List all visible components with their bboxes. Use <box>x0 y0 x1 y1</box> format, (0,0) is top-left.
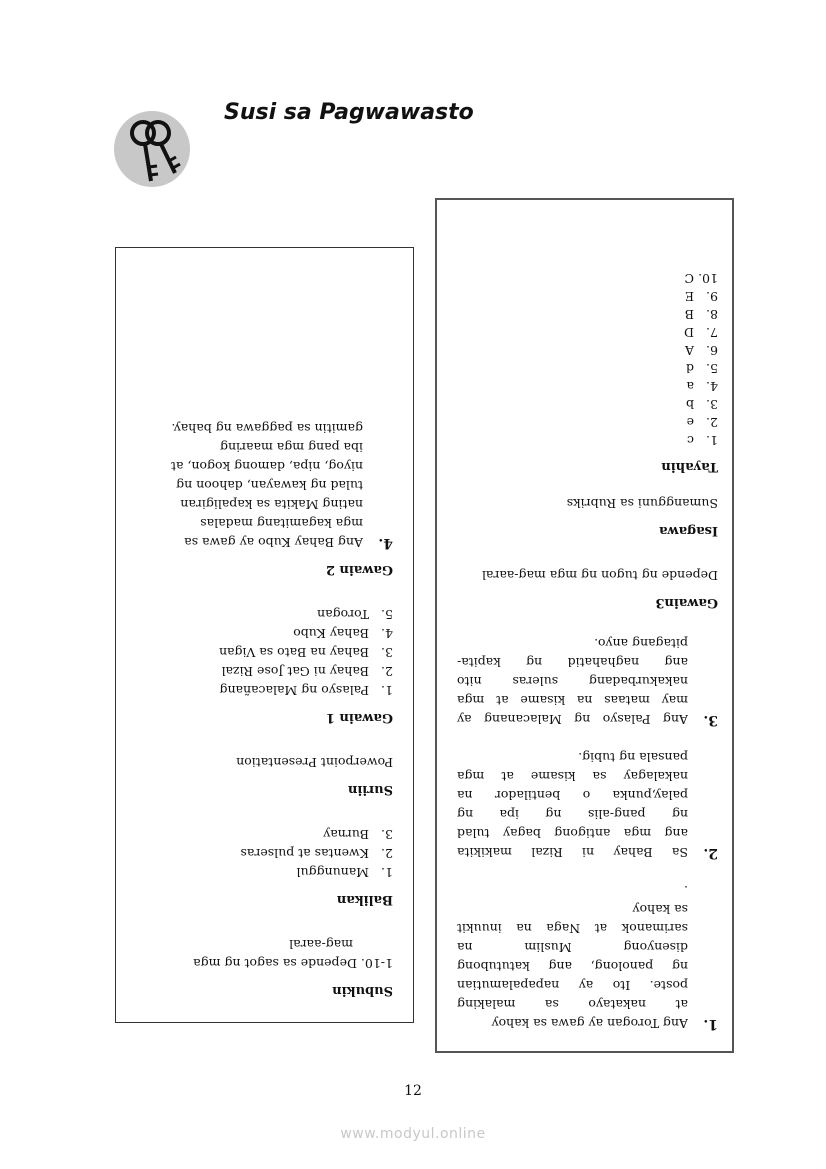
numbered-answer <box>457 748 718 862</box>
answer-paragraph <box>171 419 363 552</box>
section-gawain1 <box>126 605 393 727</box>
line: ang mga antigong bagay tulad <box>457 826 688 841</box>
line: niyog, nipa, damong kogon, at <box>171 459 363 474</box>
line: palay,punka o bentilador na <box>457 788 688 803</box>
heading-tayahin: Tayahin <box>661 459 718 474</box>
item-number: 1. <box>703 1016 718 1032</box>
section-isagawa <box>457 494 718 540</box>
heading-subukin: Subukin <box>332 983 393 998</box>
item-number: 3. <box>703 712 718 728</box>
line: poste. Ito ay napapalamutian <box>457 978 688 993</box>
section-gawain2 <box>126 419 393 579</box>
item-number: 2. <box>703 845 718 861</box>
line: tulad ng kawayan, dahoon ng <box>176 478 363 493</box>
item-text: D <box>683 325 694 340</box>
page-number: 12 <box>404 1083 422 1099</box>
numbered-answers <box>457 634 718 1033</box>
item-text: d <box>685 361 694 376</box>
item-number: 3. <box>706 397 718 412</box>
item-text: b <box>685 397 694 412</box>
list-item <box>457 341 718 359</box>
list-item <box>126 605 393 624</box>
heading-gawain3: Gawain3 <box>655 595 718 610</box>
watermark: www.modyul.online <box>340 1126 486 1142</box>
item-text: A <box>684 343 694 358</box>
list-item <box>457 395 718 413</box>
list-item <box>126 624 393 643</box>
page-title: Susi sa Pagwawasto <box>224 100 474 125</box>
item-number: 8. <box>706 307 718 322</box>
line: Ang Bahay Kubo ay gawa sa <box>184 535 363 550</box>
item-number: 5. <box>381 607 393 622</box>
list-item <box>457 269 718 287</box>
section-tayahin <box>457 269 718 476</box>
item-number: 1. <box>381 865 393 880</box>
item-text: Bahay na Bato sa Vigan <box>219 645 369 660</box>
heading-suriin: Suriin <box>347 782 393 797</box>
line: . <box>684 883 688 898</box>
answer-paragraph <box>457 634 688 729</box>
line: disenyong Muslim na <box>457 940 688 955</box>
item-number: 1. <box>706 433 718 448</box>
item-number: 1. <box>381 683 393 698</box>
line: Sa Bahay ni Rizal makikita <box>457 845 688 860</box>
item-text: Bahay Kubo <box>293 626 369 641</box>
item-text: a <box>686 379 694 394</box>
item-text: B <box>684 307 694 322</box>
line: iba pang mga maaring <box>220 440 363 455</box>
heading-balikan: Balikan <box>336 892 393 907</box>
list-item <box>126 825 393 844</box>
line: mga kagamitang madalas <box>200 516 363 531</box>
numbered-answer <box>457 881 718 1033</box>
line: nakalagay sa kisame at mga <box>457 769 688 784</box>
item-text: Manunggul <box>296 865 369 880</box>
item-number: 3. <box>381 827 393 842</box>
numbered-answer <box>457 634 718 729</box>
line: gamitin sa paggawa ng bahay. <box>171 421 363 436</box>
line: sarimanok at Naga na inuukit <box>457 921 688 936</box>
item-number: 4. <box>381 626 393 641</box>
answer-paragraph <box>457 748 688 862</box>
list-item <box>126 643 393 662</box>
answer-text: 1-10. Depende sa sagot ng mga <box>193 956 393 971</box>
list-item <box>126 863 393 882</box>
line: at nakatayo sa malaking <box>457 997 688 1012</box>
item-number: 7. <box>706 325 718 340</box>
keys-icon <box>113 103 191 195</box>
section-suriin <box>126 753 393 799</box>
item-text: c <box>686 433 694 448</box>
item-number: 2. <box>706 415 718 430</box>
section-subukin <box>126 935 393 1000</box>
line: may mataas na kisame at mga <box>457 693 688 708</box>
item-text: Torogan <box>317 607 369 622</box>
line: ng panolong, ang katutubong <box>457 959 688 974</box>
item-text: e <box>686 415 694 430</box>
item-number: 5. <box>706 361 718 376</box>
line: Ang Palasyo ng Malacanang ay <box>457 712 688 727</box>
list-item <box>457 359 718 377</box>
answer-box-left <box>115 247 414 1023</box>
answer-text: Depende ng tugon ng mga mag-aaral <box>481 568 718 583</box>
item-text: Palasyo ng Malacañang <box>219 683 369 698</box>
list-item <box>457 305 718 323</box>
item-number: 9. <box>706 289 718 304</box>
list-item <box>126 662 393 681</box>
list-item <box>457 323 718 341</box>
item-text: Kwentas at pulseras <box>240 846 369 861</box>
list-item <box>457 287 718 305</box>
line: pansala ng tubig. <box>578 750 688 765</box>
tayahin-list <box>457 269 718 449</box>
item-number: 4. <box>706 379 718 394</box>
list-item <box>457 377 718 395</box>
list-item <box>126 681 393 700</box>
answer-text: Sumangguni sa Rubriks <box>566 496 718 511</box>
list-item <box>457 431 718 449</box>
item-number: 2. <box>381 846 393 861</box>
answer-paragraph <box>457 881 688 1033</box>
line: ng pang-alis ng ipa ng <box>457 807 688 822</box>
numbered-answer <box>126 419 393 552</box>
item-text: Burnay <box>323 827 369 842</box>
item-text: Bahay ni Gat Jose Rizal <box>221 664 369 679</box>
item-number: 2. <box>381 664 393 679</box>
list-item <box>126 844 393 863</box>
line: nating Makita sa kapaligiran <box>180 497 363 512</box>
item-number: 3. <box>381 645 393 660</box>
line: nakakurbadang suleras nito <box>457 674 688 689</box>
answer-text: mag-aaral <box>289 937 353 952</box>
section-balikan <box>126 825 393 909</box>
line: sa kahoy <box>632 902 688 917</box>
line: Ang Torogan ay gawa sa kahoy <box>491 1016 688 1031</box>
section-gawain3 <box>457 566 718 612</box>
heading-gawain1: Gawain 1 <box>325 710 393 725</box>
item-number: 6. <box>706 343 718 358</box>
item-number: 10. <box>698 271 718 286</box>
answer-box-right <box>435 198 734 1053</box>
heading-gawain2: Gawain 2 <box>325 562 393 577</box>
list-item <box>457 413 718 431</box>
item-number: 4. <box>378 535 393 551</box>
heading-isagawa: Isagawa <box>659 523 718 538</box>
line: ang naghahatid ng kapita- <box>457 655 688 670</box>
answer-text: Powerpoint Presentation <box>236 755 393 770</box>
line: pitagang anyo. <box>594 636 688 651</box>
item-text: C <box>684 271 694 286</box>
item-text: E <box>684 289 694 304</box>
